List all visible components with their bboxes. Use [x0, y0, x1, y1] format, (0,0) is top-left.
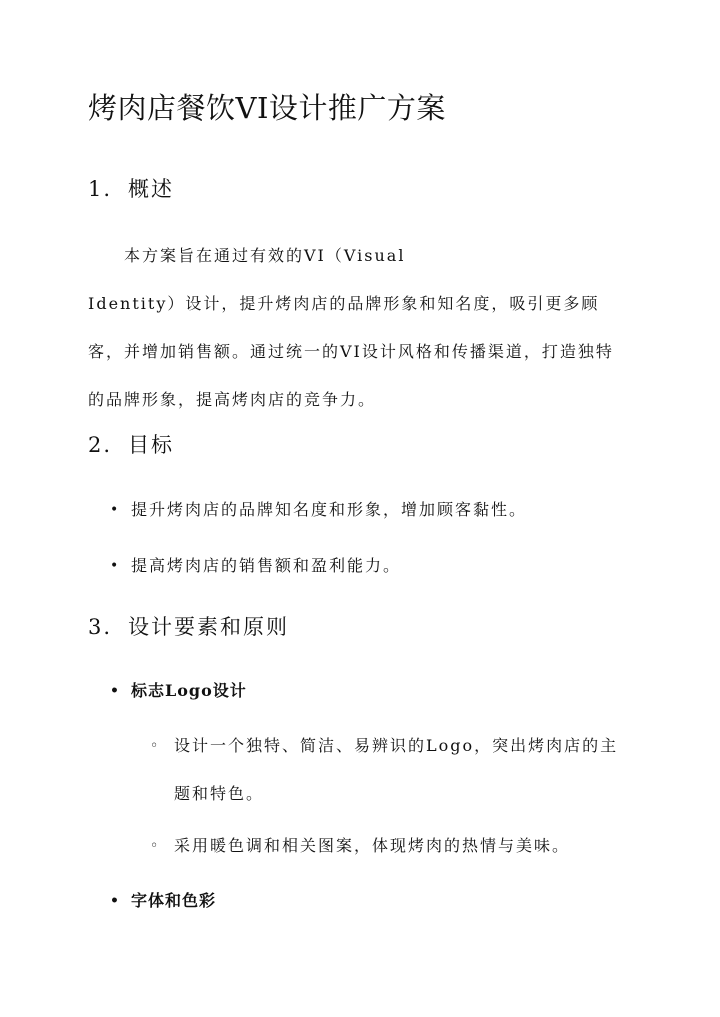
list-item [110, 498, 527, 522]
sub-list-item-text: 采用暖色调和相关图案，体现烤肉的热情与美味。 [174, 836, 571, 855]
list-item-text: 提高烤肉店的销售额和盈利能力。 [131, 556, 402, 575]
paragraph-line: Identity）设计，提升烤肉店的品牌形象和知名度，吸引更多顾 [88, 294, 600, 313]
section-title: 设计要素和原则 [128, 615, 289, 639]
hollow-bullet-icon: ◦ [150, 738, 161, 754]
overview-paragraph [88, 232, 648, 424]
paragraph-line: 客，并增加销售额。通过统一的VI设计风格和传播渠道，打造独特 [88, 342, 614, 361]
list-item [110, 889, 216, 913]
paragraph-line: 本方案旨在通过有效的VI（Visual [124, 246, 406, 265]
list-item-text: 提升烤肉店的品牌知名度和形象，增加顾客黏性。 [131, 500, 528, 519]
sub-list-item-text: 题和特色。 [174, 784, 265, 803]
bullet-icon: • [110, 893, 120, 909]
sub-list-item-text: 设计一个独特、简洁、易辨识的Logo，突出烤肉店的主 [174, 736, 619, 755]
paragraph-line: 的品牌形象，提高烤肉店的竞争力。 [88, 390, 377, 409]
section-heading-goals [88, 431, 174, 459]
bullet-icon: • [110, 558, 121, 574]
sub-list-item [150, 822, 570, 870]
page-title: 烤肉店餐饮VI设计推广方案 [88, 91, 446, 125]
list-item [110, 679, 247, 703]
list-item-label: 标志Logo设计 [131, 681, 247, 700]
section-number: 3. [88, 615, 113, 639]
section-number: 2. [88, 433, 113, 457]
section-heading-design-elements [88, 613, 289, 641]
section-title: 概述 [128, 177, 174, 201]
bullet-icon: • [110, 502, 121, 518]
list-item [110, 554, 401, 578]
hollow-bullet-icon: ◦ [150, 838, 161, 854]
list-item-label: 字体和色彩 [131, 891, 217, 910]
section-number: 1. [88, 177, 113, 201]
sub-list-item [150, 722, 618, 818]
bullet-icon: • [110, 683, 120, 699]
section-heading-overview [88, 175, 174, 203]
section-title: 目标 [128, 433, 174, 457]
